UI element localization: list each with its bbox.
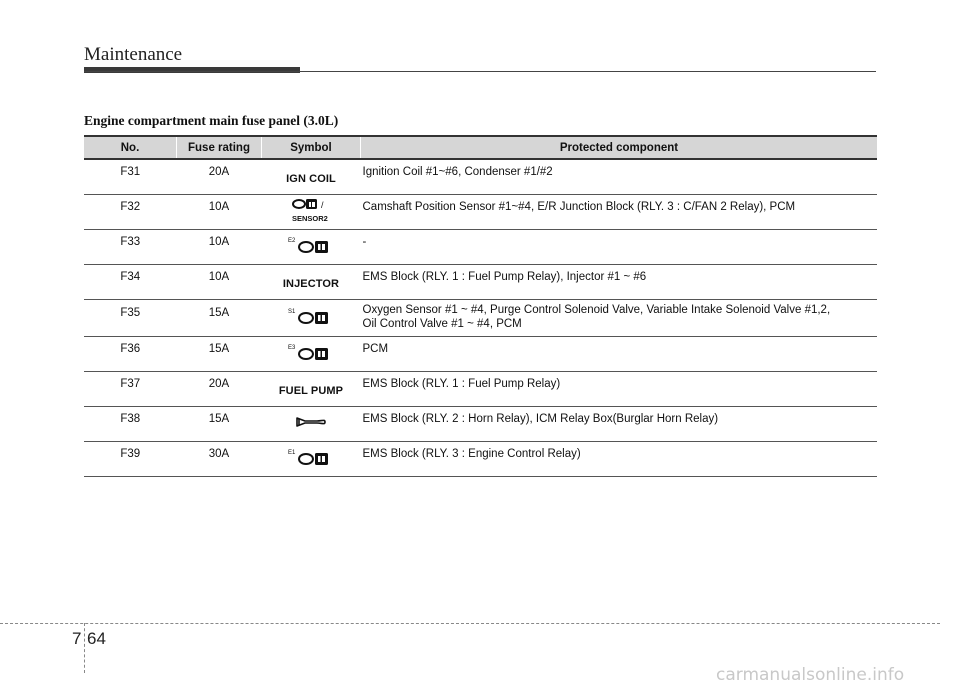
fuse-rating: 15A: [208, 412, 230, 425]
table-row: [84, 336, 877, 371]
protected-component-line: Oil Control Valve #1 ~ #4, PCM: [362, 317, 522, 330]
fuse-number: F37: [120, 377, 141, 390]
fuse-rating: 20A: [208, 165, 230, 178]
column-header-protected-component: Protected component: [361, 136, 878, 159]
fuse-number: F38: [120, 412, 141, 425]
page-number: 64: [87, 629, 106, 648]
protected-component: EMS Block (RLY. 3 : Engine Control Relay): [362, 447, 581, 460]
engine-e2-icon: [280, 234, 342, 259]
fuse-table: [84, 135, 877, 477]
fuse-rating: 15A: [208, 306, 230, 319]
protected-component: PCM: [362, 342, 389, 355]
protected-component: EMS Block (RLY. 1 : Fuel Pump Relay), Injector #1 ~ #6: [362, 270, 647, 283]
column-header-fuse-rating: Fuse rating: [177, 136, 262, 159]
engine-s1-icon: [280, 305, 342, 330]
fuse-rating: 30A: [208, 447, 230, 460]
horn-icon: [291, 414, 331, 433]
protected-component: Ignition Coil #1~#6, Condenser #1/#2: [362, 165, 553, 178]
footer-divider: [84, 623, 85, 673]
protected-component: EMS Block (RLY. 1 : Fuel Pump Relay): [362, 377, 561, 390]
fuse-rating: 20A: [208, 377, 230, 390]
table-row: [84, 441, 877, 476]
chapter-number: 7: [72, 629, 82, 648]
table-row: [84, 406, 877, 441]
fuse-number: F35: [120, 306, 141, 319]
header-rule: [84, 71, 876, 72]
fuse-number: F33: [120, 235, 141, 248]
table-row: [84, 371, 877, 406]
fuse-number: F34: [120, 270, 141, 283]
protected-component-line: Oxygen Sensor #1 ~ #4, Purge Control Solenoid Valve, Variable Intake Solenoid Valve #1,2,: [362, 303, 831, 316]
protected-component: Camshaft Position Sensor #1~#4, E/R Junction Block (RLY. 3 : C/FAN 2 Relay), PCM: [362, 200, 796, 213]
symbol-text: SENSOR2: [292, 214, 328, 223]
symbol-text: S1: [288, 309, 296, 315]
section-title: Engine compartment main fuse panel (3.0L): [84, 113, 339, 128]
column-header-symbol: Symbol: [262, 136, 361, 159]
table-row: [84, 299, 877, 336]
watermark: carmanualsonline.info: [716, 665, 905, 685]
symbol-text: FUEL PUMP: [278, 384, 344, 397]
fuse-rating: 10A: [208, 235, 230, 248]
relay-sensor2-icon: [280, 197, 342, 226]
fuse-rating: 15A: [208, 342, 230, 355]
fuse-rating: 10A: [208, 270, 230, 283]
symbol-text: INJECTOR: [282, 277, 340, 290]
header-accent-bar: [84, 67, 300, 73]
footer-rule: [0, 623, 940, 624]
table-row: [84, 229, 877, 264]
fuse-number: F32: [120, 200, 141, 213]
page-header-title: Maintenance: [84, 44, 183, 65]
fuse-number: F36: [120, 342, 141, 355]
symbol-text: E1: [288, 450, 296, 456]
fuse-number: F31: [120, 165, 141, 178]
symbol-text: IGN COIL: [286, 172, 336, 185]
engine-e1-icon: [280, 446, 342, 471]
symbol-text: E2: [288, 238, 296, 244]
svg-text:/: /: [321, 200, 324, 210]
symbol-text: E3: [288, 345, 296, 351]
engine-e3-icon: [280, 341, 342, 366]
column-header-no: No.: [84, 136, 177, 159]
table-row: [84, 264, 877, 299]
table-header-row: [84, 136, 877, 159]
fuse-rating: 10A: [208, 200, 230, 213]
table-row: [84, 194, 877, 229]
fuse-number: F39: [120, 447, 141, 460]
protected-component: -: [362, 235, 367, 248]
table-row: [84, 159, 877, 194]
protected-component: EMS Block (RLY. 2 : Horn Relay), ICM Relay Box(Burglar Horn Relay): [362, 412, 719, 425]
